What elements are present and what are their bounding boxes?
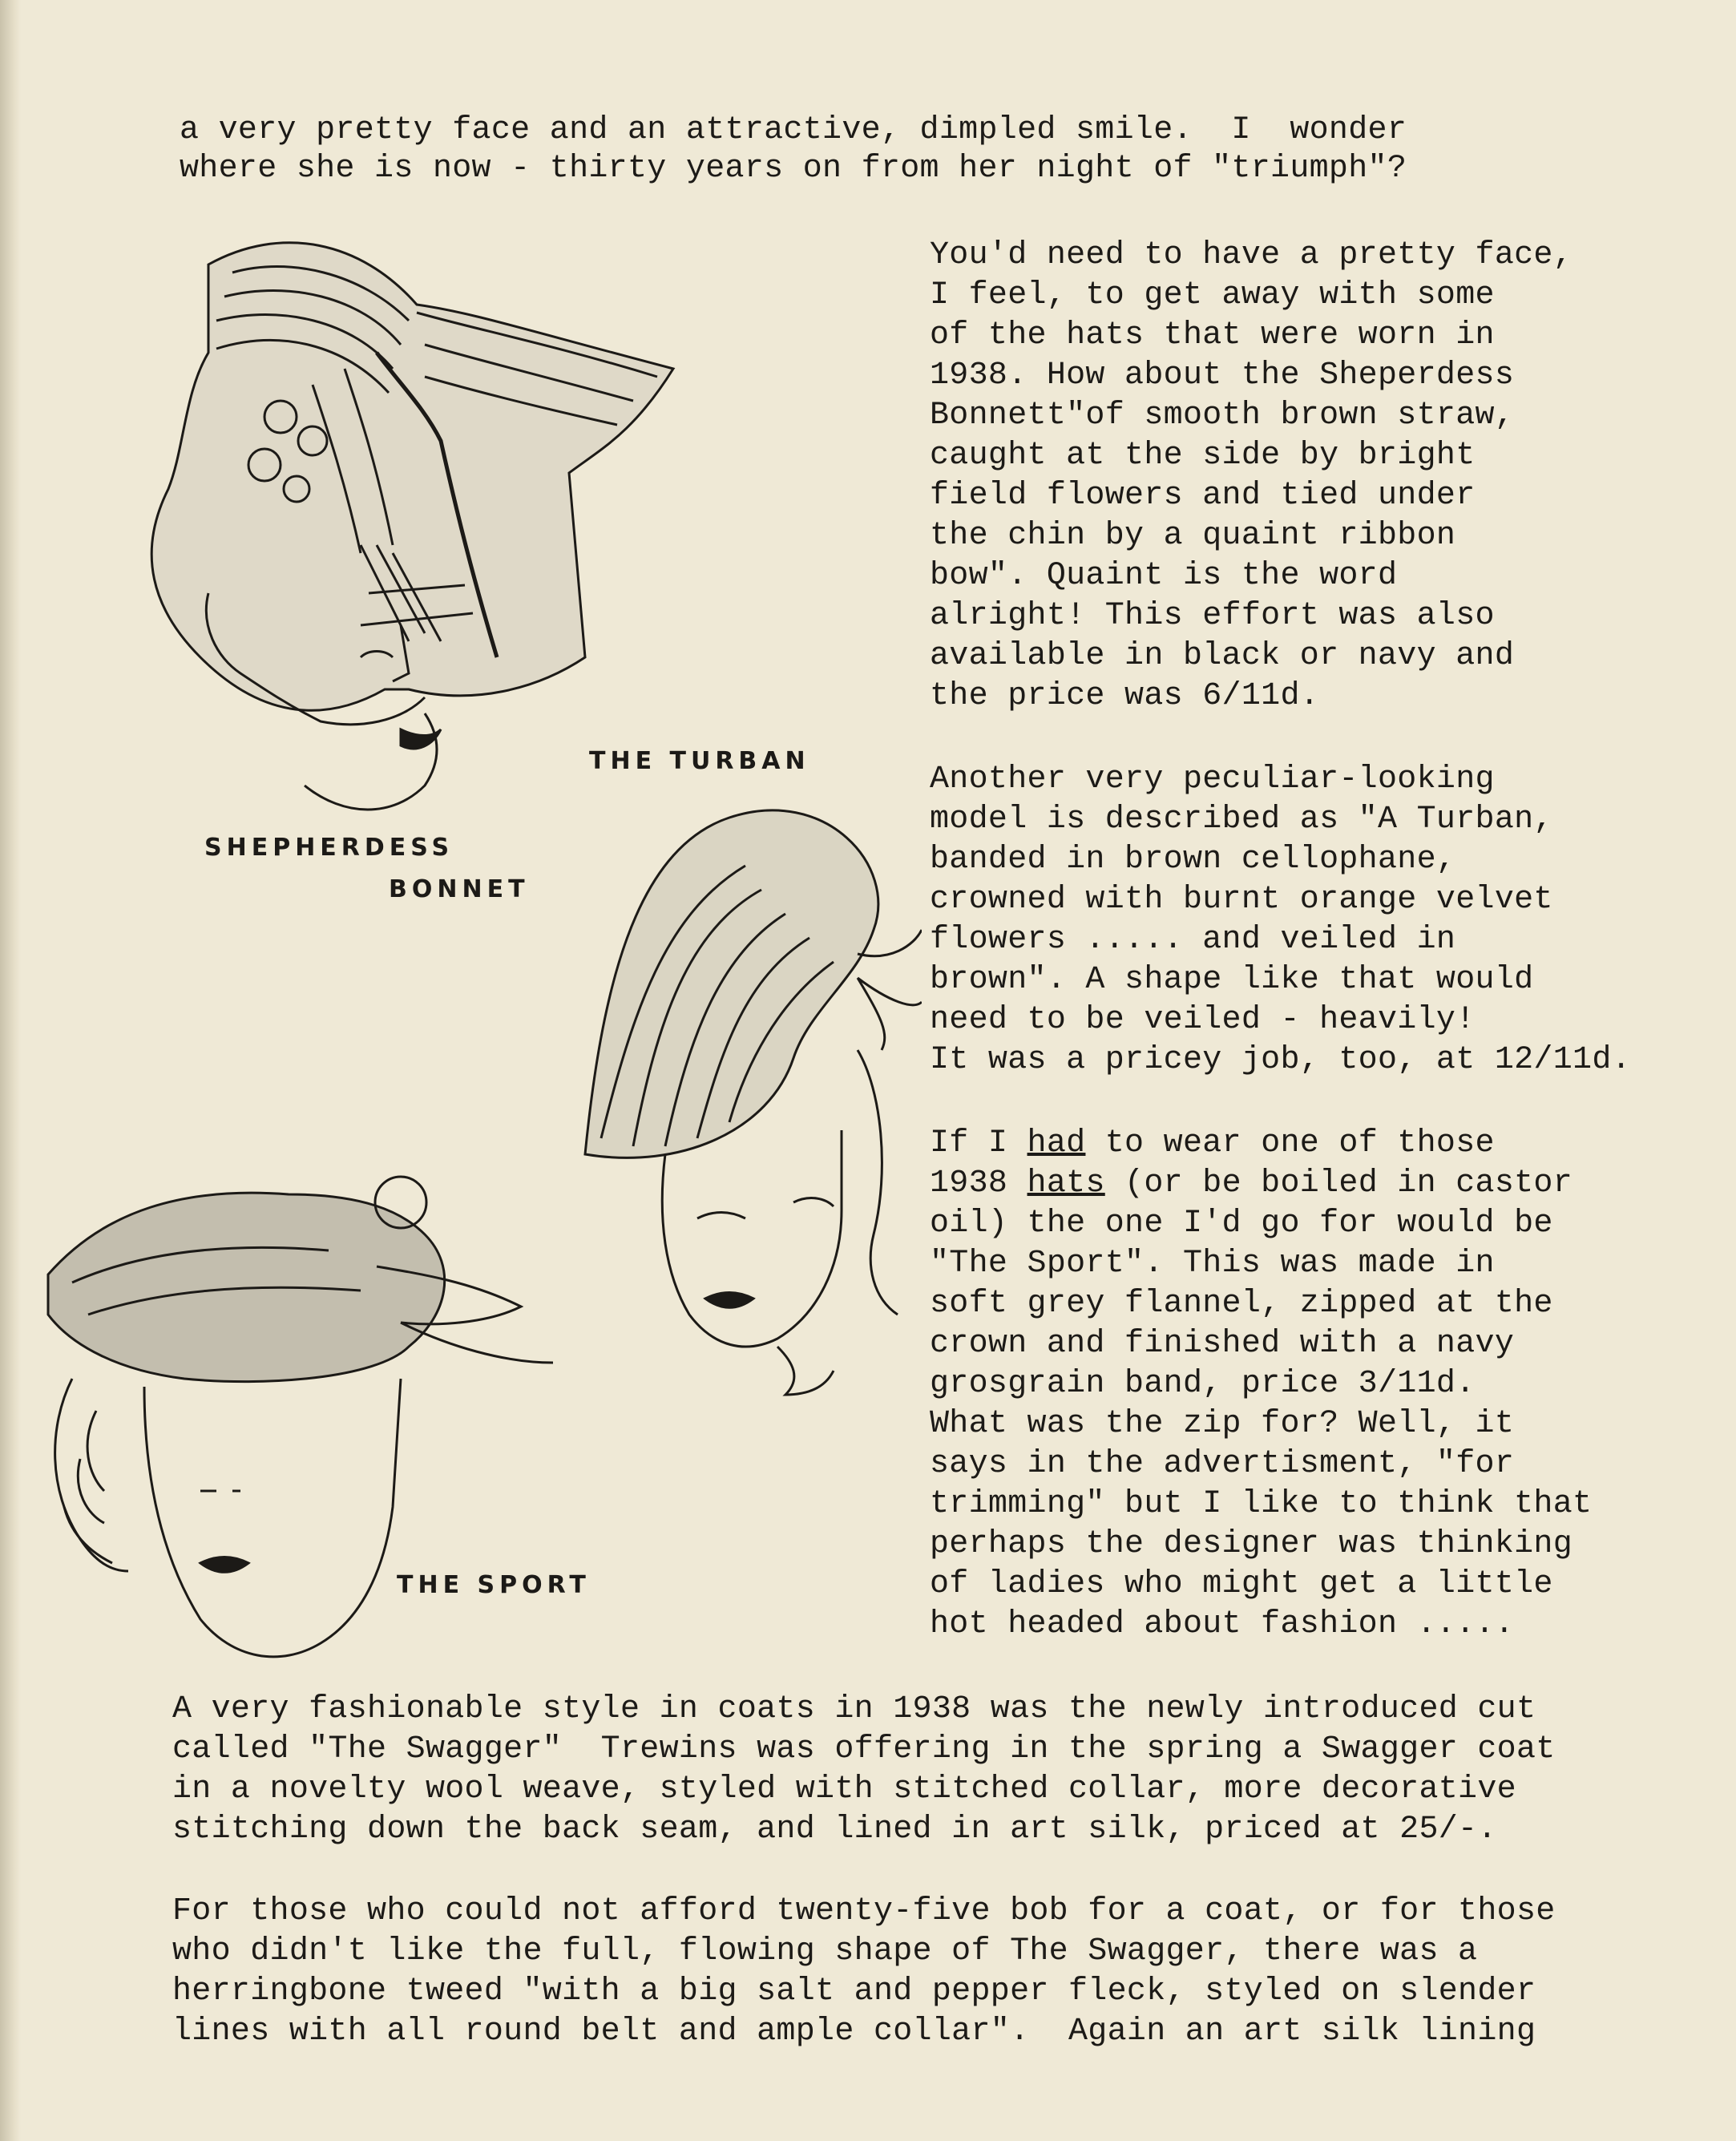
bottom-p2-line-1: For those who could not afford twenty-five bob for a coat, or for those	[172, 1893, 1556, 1929]
right-p3-line-1-underlined: had	[1027, 1125, 1086, 1161]
right-p3-line-2-pre: 1938	[930, 1165, 1027, 1202]
hats-illustration	[24, 208, 922, 1683]
sport-hat-face-drawing	[585, 810, 922, 1395]
label-the-sport: THE SPORT	[397, 1571, 591, 1599]
label-the-turban: THE TURBAN	[589, 747, 810, 775]
right-p3-line-6: crown and finished with a navy	[930, 1326, 1515, 1362]
top-paragraph-line-1: a very pretty face and an attractive, dimpled smile. I wonder	[180, 112, 1407, 148]
page-binding-edge	[0, 0, 21, 2141]
right-p3-line-1-post: to wear one of those	[1085, 1125, 1495, 1161]
right-p2-line-7: need to be veiled - heavily!	[930, 1002, 1476, 1038]
top-paragraph-line-2: where she is now - thirty years on from her night of "triumph"?	[180, 151, 1407, 187]
right-p1-line-1: You'd need to have a pretty face,	[930, 237, 1573, 273]
bottom-p1-line-2: called "The Swagger" Trewins was offering in the spring a Swagger coat	[172, 1731, 1556, 1767]
bottom-p1-line-3: in a novelty wool weave, styled with stitched collar, more decorative	[172, 1771, 1516, 1808]
right-p1-line-7: field flowers and tied under	[930, 478, 1476, 514]
right-p3-line-10: trimming" but I like to think that	[930, 1486, 1593, 1522]
right-p3-line-11: perhaps the designer was thinking	[930, 1526, 1573, 1562]
right-p1-line-11: available in black or navy and	[930, 638, 1515, 674]
right-p1-line-3: of the hats that were worn in	[930, 317, 1495, 353]
right-p3-line-9: says in the advertisment, "for	[930, 1446, 1515, 1482]
right-p3-line-4: "The Sport". This was made in	[930, 1246, 1495, 1282]
bottom-p1-line-4: stitching down the back seam, and lined in art silk, priced at 25/-.	[172, 1812, 1497, 1848]
right-p2-line-4: crowned with burnt orange velvet	[930, 882, 1553, 918]
right-p3-line-1-pre: If I	[930, 1125, 1027, 1161]
right-p2-line-2: model is described as "A Turban,	[930, 802, 1553, 838]
bottom-p2-line-4: lines with all round belt and ample collar". Again an art silk lining	[172, 2014, 1536, 2050]
right-p2-line-6: brown". A shape like that would	[930, 962, 1534, 998]
right-p1-line-4: 1938. How about the Sheperdess	[930, 358, 1515, 394]
label-bonnet: BONNET	[389, 875, 530, 903]
right-p3-line-1	[930, 1125, 1495, 1161]
right-p2-line-1: Another very peculiar-looking	[930, 761, 1495, 798]
right-p1-line-10: alright! This effort was also	[930, 598, 1495, 634]
right-p1-line-5: Bonnett"of smooth brown straw,	[930, 398, 1515, 434]
right-p3-line-2-underlined: hats	[1027, 1165, 1105, 1202]
right-p3-line-8: What was the zip for? Well, it	[930, 1406, 1515, 1442]
right-p1-line-2: I feel, to get away with some	[930, 277, 1495, 313]
right-p3-line-13: hot headed about fashion .....	[930, 1606, 1515, 1642]
right-p3-line-3: oil) the one I'd go for would be	[930, 1206, 1553, 1242]
right-p3-line-7: grosgrain band, price 3/11d.	[930, 1366, 1476, 1402]
right-p2-line-8: It was a pricey job, too, at 12/11d.	[930, 1042, 1631, 1078]
right-p2-line-5: flowers ..... and veiled in	[930, 922, 1456, 958]
right-p1-line-9: bow". Quaint is the word	[930, 558, 1398, 594]
bottom-p2-line-3: herringbone tweed "with a big salt and pepper fleck, styled on slender	[172, 1973, 1536, 2010]
right-p2-line-3: banded in brown cellophane,	[930, 842, 1456, 878]
right-p3-line-5: soft grey flannel, zipped at the	[930, 1286, 1553, 1322]
right-p1-line-6: caught at the side by bright	[930, 438, 1476, 474]
bottom-p2-line-2: who didn't like the full, flowing shape of The Swagger, there was a	[172, 1933, 1478, 1969]
label-shepherdess: SHEPHERDESS	[204, 834, 454, 862]
right-p3-line-2-post: (or be boiled in castor	[1104, 1165, 1573, 1202]
bottom-p1-line-1: A very fashionable style in coats in 1938 was the newly introduced cut	[172, 1691, 1536, 1727]
turban-hat-drawing	[151, 243, 673, 810]
right-p1-line-8: the chin by a quaint ribbon	[930, 518, 1456, 554]
right-p3-line-12: of ladies who might get a little	[930, 1566, 1553, 1602]
right-p3-line-2	[930, 1165, 1572, 1202]
right-p1-line-12: the price was 6/11d.	[930, 678, 1320, 714]
